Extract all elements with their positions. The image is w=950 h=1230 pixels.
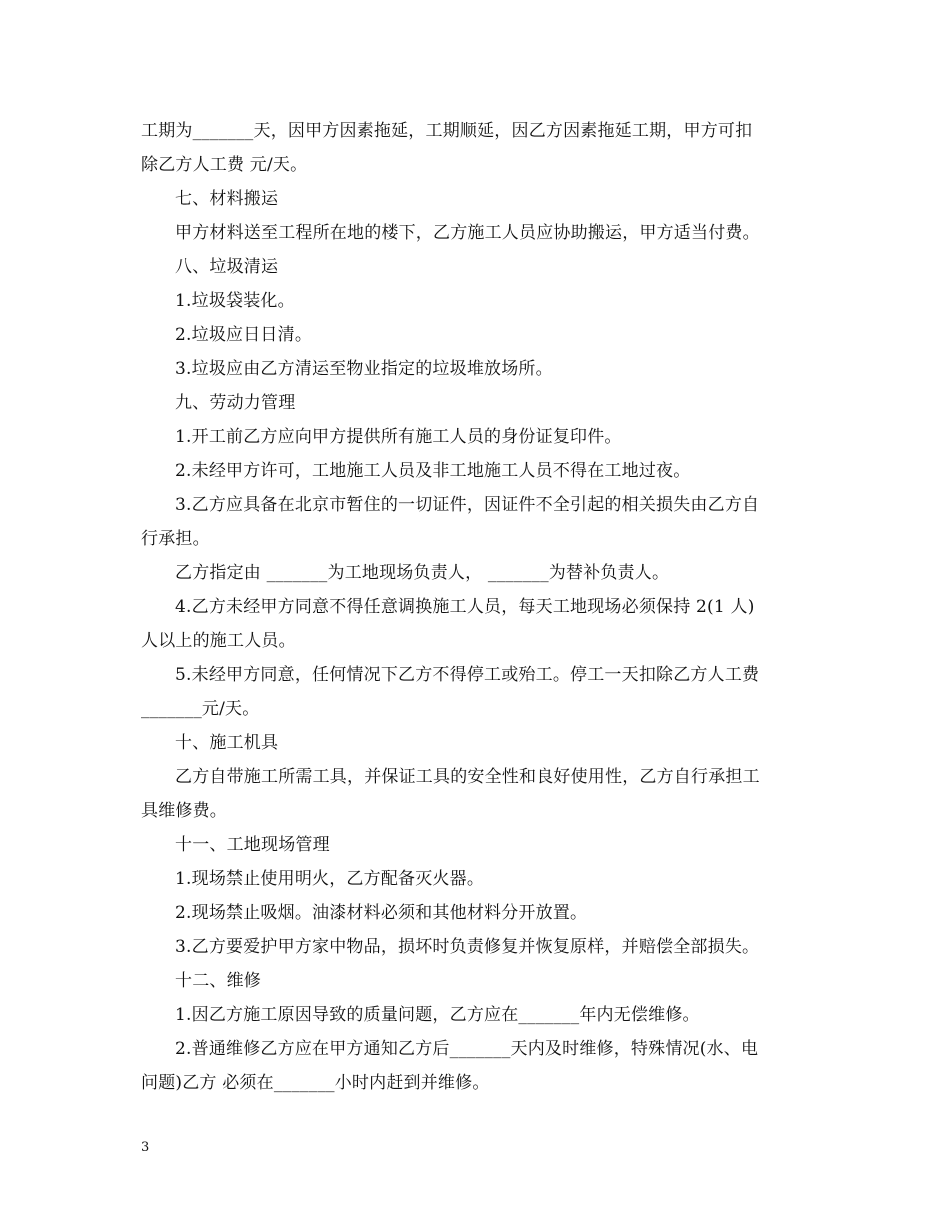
list-item: 1.开工前乙方应向甲方提供所有施工人员的身份证复印件。 (175, 427, 622, 447)
list-item: 2.现场禁止吸烟。油漆材料必须和其他材料分开放置。 (175, 903, 588, 923)
list-item: 1.因乙方施工原因导致的质量问题，乙方应在_______年内无偿维修。 (175, 1005, 700, 1025)
section-heading: 十、施工机具 (175, 733, 279, 753)
section-heading: 七、材料搬运 (175, 189, 279, 209)
page-number: 3 (141, 1140, 150, 1155)
section-heading: 八、垃圾清运 (175, 257, 279, 277)
list-item: 5.未经甲方同意，任何情况下乙方不得停工或殆工。停工一天扣除乙方人工费 (175, 665, 760, 685)
text-line: 乙方指定由 _______为工地现场负责人， _______为替补负责人。 (175, 563, 670, 583)
list-item: 3.垃圾应由乙方清运至物业指定的垃圾堆放场所。 (175, 359, 553, 379)
text-line: 人以上的施工人员。 (141, 631, 296, 651)
text-line: 具维修费。 (141, 801, 227, 821)
list-item: 1.垃圾袋装化。 (175, 291, 295, 311)
text-line: 问题)乙方 必须在_______小时内赶到并维修。 (141, 1073, 490, 1093)
text-line: _______元/天。 (141, 699, 260, 719)
list-item: 1.现场禁止使用明火，乙方配备灭火器。 (175, 869, 485, 889)
text-line: 乙方自带施工所需工具，并保证工具的安全性和良好使用性，乙方自行承担工 (175, 767, 760, 787)
text-line: 工期为_______天，因甲方因素拖延，工期顺延，因乙方因素拖延工期，甲方可扣 (141, 121, 753, 141)
section-heading: 十二、维修 (175, 971, 261, 991)
list-item: 3.乙方要爱护甲方家中物品，损坏时负责修复并恢复原样，并赔偿全部损失。 (175, 937, 760, 957)
section-heading: 九、劳动力管理 (175, 393, 296, 413)
list-item: 2.普通维修乙方应在甲方通知乙方后_______天内及时维修，特殊情况(水、电 (175, 1039, 759, 1059)
list-item: 2.未经甲方许可，工地施工人员及非工地施工人员不得在工地过夜。 (175, 461, 691, 481)
text-line: 行承担。 (141, 529, 210, 549)
list-item: 2.垃圾应日日清。 (175, 325, 313, 345)
text-line: 甲方材料送至工程所在地的楼下，乙方施工人员应协助搬运，甲方适当付费。 (175, 223, 760, 243)
list-item: 3.乙方应具备在北京市暂住的一切证件，因证件不全引起的相关损失由乙方自 (175, 495, 760, 515)
section-heading: 十一、工地现场管理 (175, 835, 330, 855)
list-item: 4.乙方未经甲方同意不得任意调换施工人员，每天工地现场必须保持 2(1 人) (175, 597, 755, 617)
text-line: 除乙方人工费 元/天。 (141, 155, 308, 175)
